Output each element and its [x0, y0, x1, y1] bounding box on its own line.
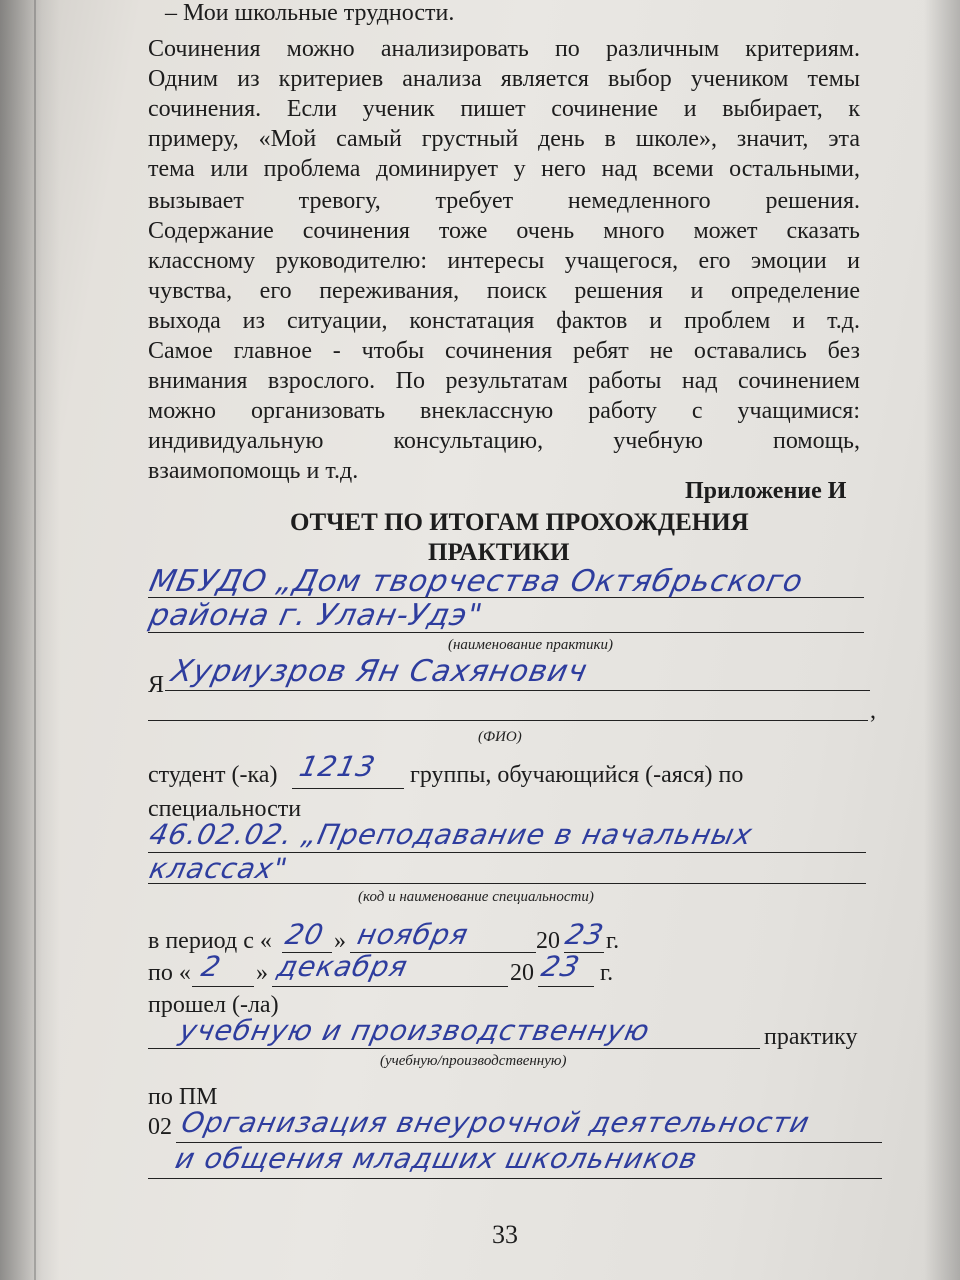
body-line: Самое главное - чтобы сочинения ребят не оставались без — [148, 338, 860, 364]
page-edge-shadow — [924, 0, 960, 1280]
period-from-year-suffix: г. — [606, 928, 620, 954]
practice-word: практику — [764, 1024, 858, 1050]
fio-handwriting: Хуриузров Ян Сахянович — [168, 654, 591, 689]
binding-shadow — [0, 0, 60, 1280]
period-to-day: 2 — [198, 950, 225, 983]
body-line: классному руководителю: интересы учащегося, его эмоции и — [148, 248, 860, 274]
form-underline — [292, 788, 404, 789]
report-title-line1: ОТЧЕТ ПО ИТОГАМ ПРОХОЖДЕНИЯ — [290, 509, 749, 536]
period-to-label: по « — [148, 960, 191, 986]
comma: , — [870, 698, 876, 724]
form-underline — [148, 720, 868, 721]
body-line: Одним из критериев анализа является выбор учеником темы — [148, 66, 860, 92]
page-number: 33 — [492, 1220, 518, 1249]
practice-type-handwriting: учебную и производственную — [176, 1014, 654, 1047]
practice-place-handwriting-2: района г. Улан-Удэ" — [146, 598, 486, 633]
period-from-label: в период с « — [148, 928, 272, 954]
pm-handwriting-2: и общения младших школьников — [172, 1142, 701, 1175]
period-from-month: ноября — [354, 918, 472, 951]
group-handwriting: 1213 — [296, 750, 379, 783]
body-line: взаимопомощь и т.д. — [148, 458, 359, 484]
period-to-year-prefix: 20 — [510, 960, 534, 986]
practice-type-caption: (учебную/производственную) — [380, 1053, 567, 1069]
group-suffix: группы, обучающийся (-аяся) по — [410, 762, 744, 788]
pm-label: по ПМ — [148, 1084, 218, 1110]
period-to-close: » — [256, 960, 268, 986]
form-underline — [192, 986, 254, 987]
practice-place-handwriting-1: МБУДО „Дом творчества Октябрьского — [146, 564, 807, 599]
pm-number: 02 — [148, 1114, 172, 1140]
body-line: тема или проблема доминирует у него над всеми остальными, — [148, 156, 860, 182]
period-to-year: 23 — [538, 950, 584, 983]
period-from-close: » — [334, 928, 346, 954]
body-line: сочинения. Если ученик пишет сочинение и выбирает, к — [148, 96, 860, 122]
period-from-year-prefix: 20 — [536, 928, 560, 954]
body-line: выхода из ситуации, констатация фактов и проблем и т.д. — [148, 308, 860, 334]
pm-handwriting-1: Организация внеурочной деятельности — [178, 1106, 814, 1139]
student-label: студент (-ка) — [148, 762, 278, 788]
specialty-handwriting-2: классах" — [146, 852, 291, 885]
form-underline — [272, 986, 508, 987]
body-line: вызывает тревогу, требует немедленного решения. — [148, 188, 860, 214]
period-to-year-suffix: г. — [600, 960, 614, 986]
body-line: можно организовать внеклассную работу с учащимися: — [148, 398, 860, 424]
period-from-day: 20 — [282, 918, 328, 951]
form-underline — [148, 1178, 882, 1179]
ya-label: Я — [148, 672, 165, 698]
report-title-line2: ПРАКТИКИ — [428, 539, 570, 566]
body-line: – Мои школьные трудности. — [165, 0, 455, 26]
body-line: примеру, «Мой самый грустный день в школе», значит, эта — [148, 126, 860, 152]
practice-caption: (наименование практики) — [448, 637, 614, 653]
body-line: чувства, его переживания, поиск решения и определение — [148, 278, 860, 304]
specialty-caption: (код и наименование специальности) — [358, 889, 594, 905]
page-gutter — [34, 0, 36, 1280]
fio-caption: (ФИО) — [478, 729, 522, 745]
passed-label: прошел (-ла) — [148, 992, 279, 1018]
body-line: Содержание сочинения тоже очень много может сказать — [148, 218, 860, 244]
appendix-label: Приложение И — [685, 478, 847, 504]
body-line: внимания взрослого. По результатам работы над сочинением — [148, 368, 860, 394]
body-line: индивидуальную консультацию, учебную помощь, — [148, 428, 860, 454]
body-line: Сочинения можно анализировать по различным критериям. — [148, 36, 860, 62]
period-to-month: декабря — [274, 950, 412, 983]
form-underline — [165, 690, 870, 691]
specialty-handwriting-1: 46.02.02. „Преподавание в начальных — [146, 818, 756, 851]
specialty-label: специальности — [148, 796, 302, 822]
form-underline — [538, 986, 594, 987]
period-from-year: 23 — [562, 918, 608, 951]
